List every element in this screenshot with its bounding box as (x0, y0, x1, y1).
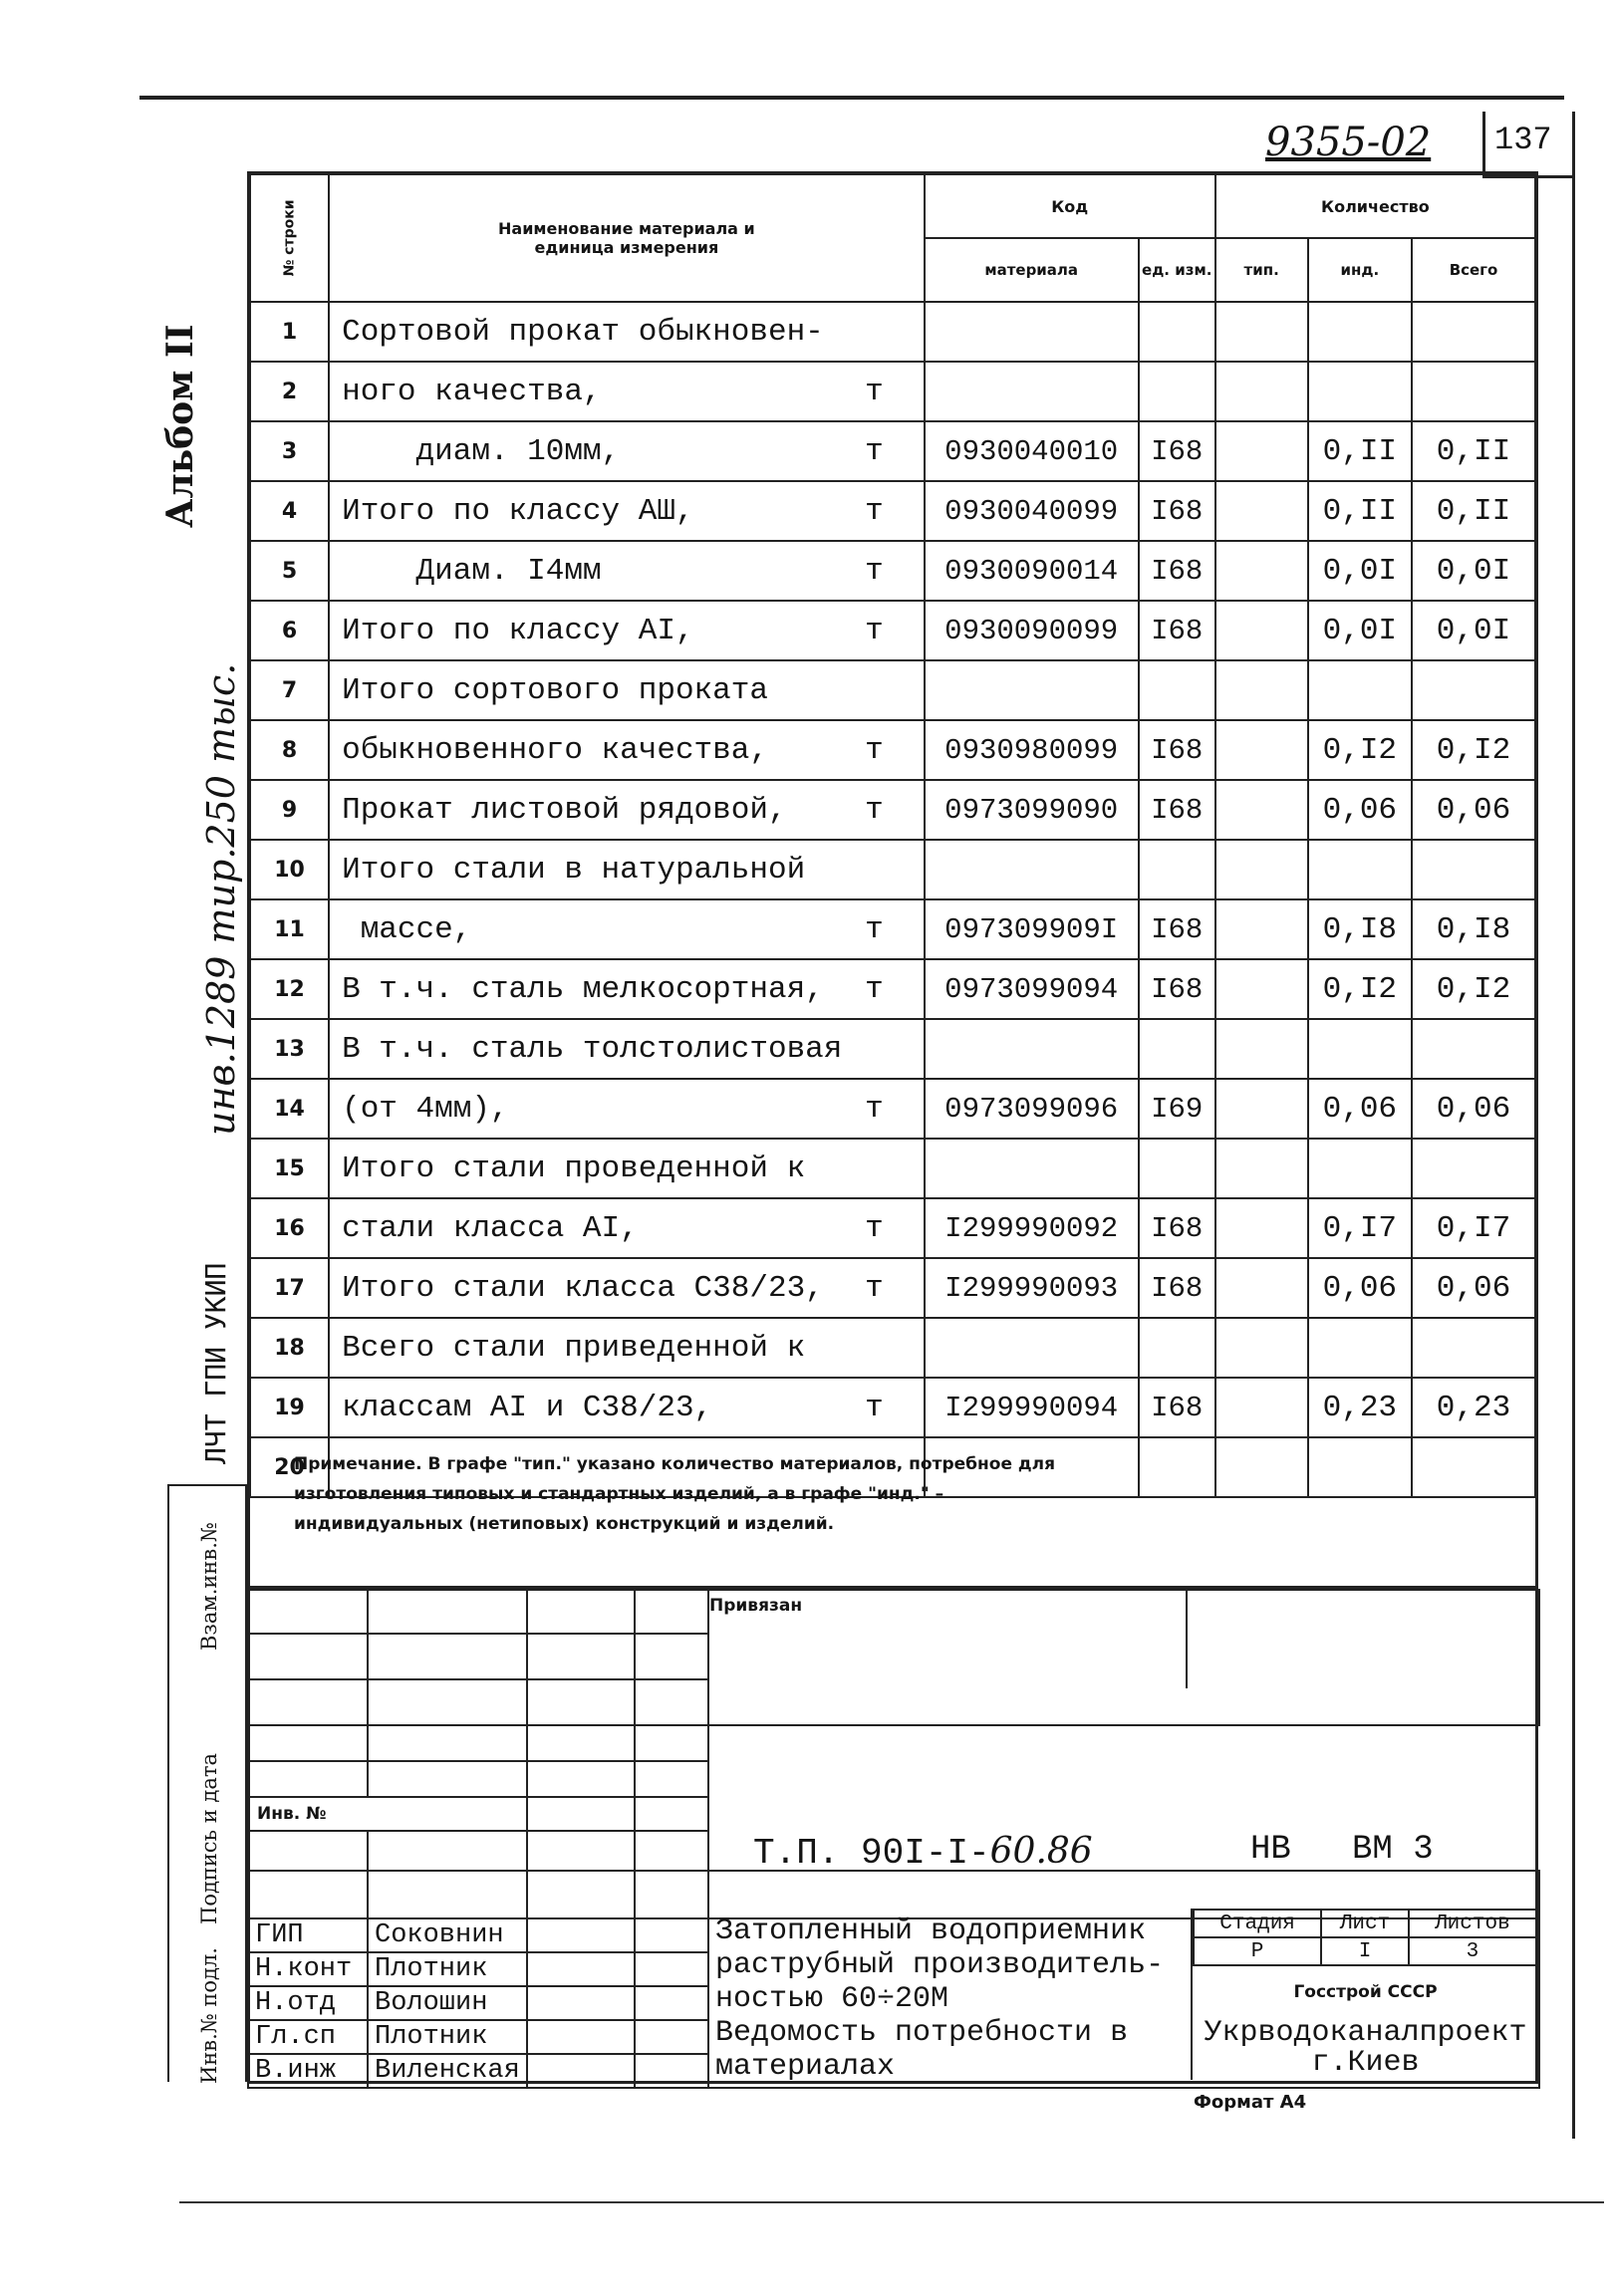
name-vinzh: Виленская (368, 2054, 527, 2088)
side-label-podpis: Подпись и дата (197, 1752, 221, 1924)
table-row (250, 1139, 1535, 1198)
material-code (925, 362, 1139, 421)
ind-header: инд. (1308, 238, 1412, 302)
table-row (250, 1318, 1535, 1378)
qty-ind: 0,II (1308, 481, 1412, 541)
qty-total: 0,I2 (1412, 720, 1535, 780)
sheets-header: Листов (1409, 1910, 1536, 1937)
material-code: 0973099090 (925, 780, 1139, 840)
unit-code (1139, 362, 1215, 421)
material-name: обыкновенного качества, т (329, 720, 925, 780)
side-label-vzam: Взам.инв.№ (197, 1522, 221, 1651)
material-code: I299990092 (925, 1198, 1139, 1258)
table-row (250, 1019, 1535, 1079)
qty-ind: 0,I7 (1308, 1198, 1412, 1258)
table-row (250, 362, 1535, 421)
material-code: 0930040010 (925, 421, 1139, 481)
role-glsp: Гл.сп (248, 2020, 368, 2054)
material-code (925, 1139, 1139, 1198)
table-row (250, 481, 1535, 541)
qty-total (1412, 1318, 1535, 1378)
table-row (250, 780, 1535, 840)
table-row (250, 302, 1535, 362)
row-number: 3 (250, 421, 329, 481)
qty-ind: 0,II (1308, 421, 1412, 481)
qty-ind (1308, 302, 1412, 362)
qty-ind: 0,23 (1308, 1378, 1412, 1437)
qty-total: 0,06 (1412, 1079, 1535, 1139)
stamp-handwritten: инв.1289 тир.250 тыс. (199, 662, 243, 1136)
row-number: 13 (250, 1019, 329, 1079)
table-row (250, 899, 1535, 959)
nv-code: НВ ВМ 3 (1250, 1831, 1434, 1869)
material-code (925, 1318, 1139, 1378)
privyazan-label: Привязан (709, 1596, 803, 1616)
stamp-label: ЛЧТ ГПИ УКИП (199, 1262, 232, 1464)
row-number: 16 (250, 1198, 329, 1258)
qty-typ (1215, 362, 1308, 421)
name-header: Наименование материала и единица измерения (329, 174, 925, 302)
qty-total: 0,23 (1412, 1378, 1535, 1437)
row-number: 1 (250, 302, 329, 362)
material-name: Прокат листовой рядовой, т (329, 780, 925, 840)
material-name: классам АI и С38/23, т (329, 1378, 925, 1437)
name-gip: Соковнин (368, 1918, 527, 1952)
row-number: 10 (250, 840, 329, 899)
material-code: 0973099094 (925, 959, 1139, 1019)
row-number: 9 (250, 780, 329, 840)
unit-code: I68 (1139, 1378, 1215, 1437)
row-number: 17 (250, 1258, 329, 1318)
name-glsp: Плотник (368, 2020, 527, 2054)
qty-typ (1215, 1019, 1308, 1079)
qty-typ (1215, 660, 1308, 720)
unit-code (1139, 660, 1215, 720)
unit-code: I68 (1139, 899, 1215, 959)
stage-header: Стадия (1194, 1910, 1321, 1937)
material-code: 0973099096 (925, 1079, 1139, 1139)
qty-typ (1215, 1139, 1308, 1198)
bottom-edge-line (179, 2201, 1604, 2203)
qty-typ (1215, 541, 1308, 601)
sheet-number: 137 (1494, 122, 1552, 158)
material-code: I299990094 (925, 1378, 1139, 1437)
qty-ind: 0,I2 (1308, 959, 1412, 1019)
qty-ind: 0,0I (1308, 601, 1412, 660)
format-label: Формат А4 (1194, 2092, 1307, 2113)
unit-code (1139, 302, 1215, 362)
inv-label: Инв. № (248, 1797, 527, 1831)
table-row (250, 720, 1535, 780)
qty-ind: 0,06 (1308, 780, 1412, 840)
stage-box (1193, 1909, 1537, 1966)
stage-value: Р (1194, 1937, 1321, 1965)
row-number-header: № строки (250, 174, 329, 302)
quantity-header: Количество (1215, 174, 1535, 238)
qty-total (1412, 1139, 1535, 1198)
qty-typ (1215, 899, 1308, 959)
qty-typ (1215, 421, 1308, 481)
unit-code: I68 (1139, 959, 1215, 1019)
unit-code: I68 (1139, 421, 1215, 481)
material-code (925, 1019, 1139, 1079)
total-header: Всего (1412, 238, 1535, 302)
qty-ind (1308, 660, 1412, 720)
qty-typ (1215, 601, 1308, 660)
row-number: 2 (250, 362, 329, 421)
unit-code: I68 (1139, 1198, 1215, 1258)
table-row (250, 1258, 1535, 1318)
unit-code: I68 (1139, 541, 1215, 601)
material-code: 097309909I (925, 899, 1139, 959)
qty-typ (1215, 959, 1308, 1019)
material-name: стали класса АI, т (329, 1198, 925, 1258)
sheet-header: Лист (1321, 1910, 1409, 1937)
qty-total (1412, 840, 1535, 899)
role-nkont: Н.конт (248, 1952, 368, 1986)
city: г.Киев (1311, 2046, 1420, 2080)
qty-total: 0,II (1412, 481, 1535, 541)
qty-total: 0,I2 (1412, 959, 1535, 1019)
qty-total: 0,06 (1412, 780, 1535, 840)
material-code: 0930090014 (925, 541, 1139, 601)
album-label: Альбом II (159, 324, 201, 528)
row-number: 8 (250, 720, 329, 780)
unit-code: I69 (1139, 1079, 1215, 1139)
qty-total (1412, 1019, 1535, 1079)
qty-total: 0,06 (1412, 1258, 1535, 1318)
qty-typ (1215, 481, 1308, 541)
unit-code: I68 (1139, 1258, 1215, 1318)
tp-code: Т.П. 90I-I-60.86 (753, 1831, 1093, 1874)
materials-table (249, 173, 1536, 1498)
unit-code (1139, 840, 1215, 899)
table-row (250, 1198, 1535, 1258)
material-code (925, 660, 1139, 720)
typ-header: тип. (1215, 238, 1308, 302)
unit-code: I68 (1139, 601, 1215, 660)
document-title: Затопленный водоприемник раструбный производитель- ностью 60÷20М Ведомость потребности в материалах (715, 1914, 1165, 2084)
table-row (250, 840, 1535, 899)
table-row (250, 601, 1535, 660)
material-name: Итого сортового проката (329, 660, 925, 720)
table-row (250, 421, 1535, 481)
qty-total (1412, 302, 1535, 362)
material-name: ного качества, т (329, 362, 925, 421)
qty-total: 0,0I (1412, 541, 1535, 601)
row-number: 12 (250, 959, 329, 1019)
qty-ind: 0,06 (1308, 1079, 1412, 1139)
qty-typ (1215, 1318, 1308, 1378)
unit-code: I68 (1139, 481, 1215, 541)
side-column (167, 1484, 247, 2082)
material-code: 0930040099 (925, 481, 1139, 541)
qty-typ (1215, 1198, 1308, 1258)
table-row (250, 660, 1535, 720)
material-name: Итого стали класса С38/23, т (329, 1258, 925, 1318)
unit-code (1139, 1318, 1215, 1378)
material-code (925, 302, 1139, 362)
material-name: (от 4мм), т (329, 1079, 925, 1139)
qty-total: 0,II (1412, 421, 1535, 481)
material-code: 0930980099 (925, 720, 1139, 780)
material-name: Итого по классу АI, т (329, 601, 925, 660)
row-number: 5 (250, 541, 329, 601)
material-name: Диам. I4мм т (329, 541, 925, 601)
role-gip: ГИП (248, 1918, 368, 1952)
row-number: 7 (250, 660, 329, 720)
qty-typ (1215, 720, 1308, 780)
table-row (250, 1079, 1535, 1139)
row-number: 14 (250, 1079, 329, 1139)
row-number: 15 (250, 1139, 329, 1198)
note-text: Примечание. В графе "тип." указано количество материалов, потребное для изготовления типовых и стандартных изделий, а в графе "инд." – индивидуальных (нетиповых) конструкций и изделий. (294, 1454, 1055, 1534)
qty-ind: 0,I8 (1308, 899, 1412, 959)
side-label-inv: Инв.№ подл. (197, 1947, 221, 2084)
name-notd: Волошин (368, 1986, 527, 2020)
unit-code: I68 (1139, 780, 1215, 840)
material-code: 0930090099 (925, 601, 1139, 660)
material-name: В т.ч. сталь толстолистовая (329, 1019, 925, 1079)
qty-total: 0,I7 (1412, 1198, 1535, 1258)
qty-ind (1308, 362, 1412, 421)
row-number: 20 (250, 1437, 329, 1497)
code-header: Код (925, 174, 1215, 238)
qty-ind (1308, 1139, 1412, 1198)
privyazan-divider (1186, 1589, 1188, 1688)
table-row (250, 541, 1535, 601)
org-parent: Госстрой СССР (1293, 1982, 1438, 2002)
role-vinzh: В.инж (248, 2054, 368, 2088)
material-name: диам. 10мм, т (329, 421, 925, 481)
material-name: Итого стали проведенной к (329, 1139, 925, 1198)
qty-typ (1215, 1258, 1308, 1318)
qty-total (1412, 660, 1535, 720)
row-number: 6 (250, 601, 329, 660)
material-name: Итого стали в натуральной (329, 840, 925, 899)
row-number: 18 (250, 1318, 329, 1378)
qty-ind: 0,0I (1308, 541, 1412, 601)
qty-total: 0,0I (1412, 601, 1535, 660)
qty-typ (1215, 1079, 1308, 1139)
role-notd: Н.отд (248, 1986, 368, 2020)
sheets-value: 3 (1409, 1937, 1536, 1965)
top-edge-line (139, 96, 1564, 100)
row-number: 11 (250, 899, 329, 959)
row-number: 19 (250, 1378, 329, 1437)
sheet-value: I (1321, 1937, 1409, 1965)
table-row (250, 959, 1535, 1019)
qty-ind (1308, 840, 1412, 899)
qty-ind (1308, 1318, 1412, 1378)
name-nkont: Плотник (368, 1952, 527, 1986)
qty-typ (1215, 840, 1308, 899)
qty-total (1412, 362, 1535, 421)
right-edge-line (1572, 112, 1575, 2139)
material-code-header: материала (925, 238, 1139, 302)
unit-header: ед. изм. (1139, 238, 1215, 302)
unit-code (1139, 1019, 1215, 1079)
material-name: Всего стали приведенной к (329, 1318, 925, 1378)
qty-ind: 0,I2 (1308, 720, 1412, 780)
qty-ind: 0,06 (1308, 1258, 1412, 1318)
material-code (925, 840, 1139, 899)
qty-ind (1308, 1019, 1412, 1079)
material-name: Сортовой прокат обыкновен- (329, 302, 925, 362)
material-name: Итого по классу АШ, т (329, 481, 925, 541)
material-name: В т.ч. сталь мелкосортная, т (329, 959, 925, 1019)
unit-code (1139, 1139, 1215, 1198)
qty-typ (1215, 780, 1308, 840)
material-name: массе, т (329, 899, 925, 959)
qty-typ (1215, 302, 1308, 362)
organization: Укрводоканалпроект (1204, 2016, 1527, 2050)
qty-total: 0,I8 (1412, 899, 1535, 959)
unit-code: I68 (1139, 720, 1215, 780)
material-code: I299990093 (925, 1258, 1139, 1318)
handwritten-doc-number: 9355-02 (1265, 120, 1432, 165)
row-number: 4 (250, 481, 329, 541)
